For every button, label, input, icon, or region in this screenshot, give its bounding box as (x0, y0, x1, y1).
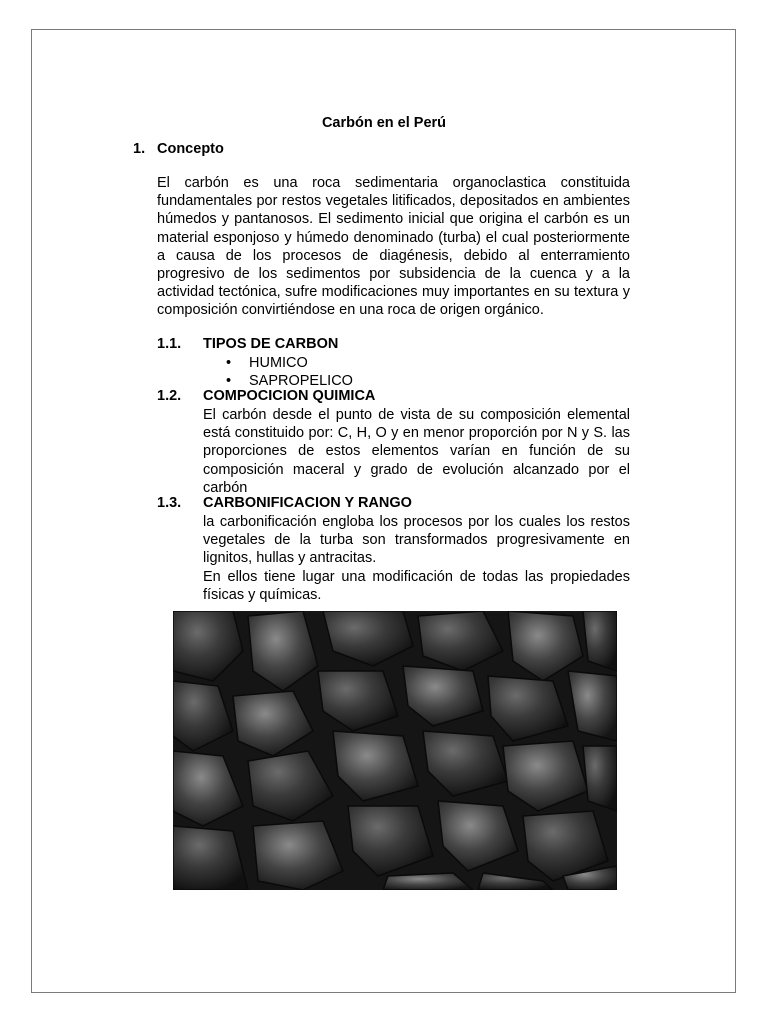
section-1-3-title: CARBONIFICACION Y RANGO (203, 495, 412, 511)
bullet-icon: • (226, 355, 232, 371)
section-1-1-heading (157, 336, 338, 352)
coal-photo (173, 611, 617, 890)
section-1-1-number: 1.1. (157, 336, 182, 352)
section-1-3-paragraph-2: En ellos tiene lugar una modificación de todas las propiedades físicas y químicas. (203, 568, 630, 603)
section-1-paragraph: El carbón es una roca sedimentaria organoclastica constituida fundamentales por restos vegetales litificados, depositados en ambientes húmedos y pantanosos. El sedimento inicial que origina el carbón es un material esponjoso y húmedo denominado (turba) el cual posteriormente a causa de los procesos de diagénesis, debido al enterramiento progresivo de los sedimentos por subsidencia de la cuenca y a la actividad tectónica, sufre modificaciones muy importantes en su textura y composición convirtiéndose en una roca de origen orgánico. (157, 175, 630, 319)
list-item-text: SAPROPELICO (249, 373, 353, 389)
section-1-2-number: 1.2. (157, 388, 182, 404)
section-1-3-body (203, 513, 630, 604)
section-1-3-heading (157, 495, 412, 511)
section-1-title: Concepto (157, 141, 224, 157)
section-1-2-heading (157, 388, 375, 404)
bullet-icon: • (226, 373, 232, 389)
list-item-text: HUMICO (249, 355, 308, 371)
section-1-heading (133, 141, 224, 157)
section-1-2-title: COMPOCICION QUIMICA (203, 388, 376, 404)
section-1-number: 1. (133, 141, 146, 157)
section-1-2-paragraph: El carbón desde el punto de vista de su composición elemental está constituido por: C, H, O y en menor proporción por N y S. las proporciones de estos elementos varían en función de su composición maceral y grado de evolución alcanzado por el carbón (203, 407, 630, 496)
document-title: Carbón en el Perú (321, 115, 447, 131)
carbon-types-list (226, 354, 353, 390)
section-1-3-paragraph-1: la carbonificación engloba los procesos por los cuales los restos vegetales de la turba son transformados progresivamente en lignitos, hullas y antracitas. (203, 514, 630, 567)
section-1-3-number: 1.3. (157, 495, 182, 511)
list-item (226, 354, 353, 372)
section-1-1-title: TIPOS DE CARBON (203, 336, 339, 352)
